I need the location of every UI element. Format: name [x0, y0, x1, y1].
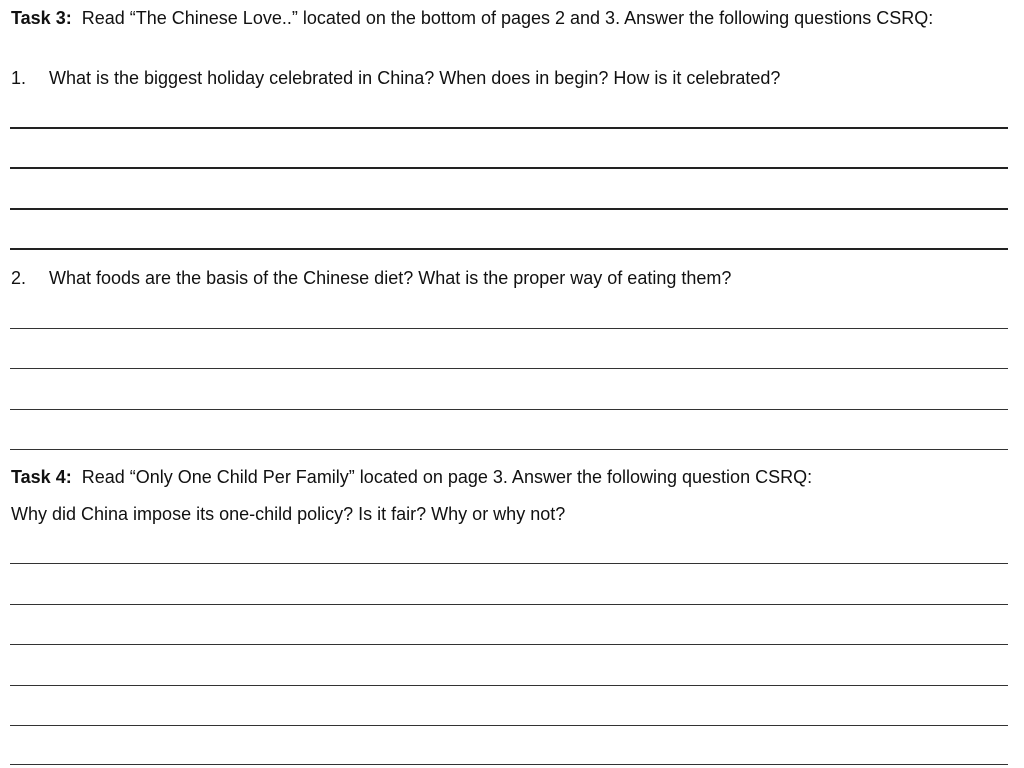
answer-line-t4-3[interactable] [10, 644, 1008, 645]
answer-line-t4-6[interactable] [10, 764, 1008, 765]
answer-line-q2-2[interactable] [10, 368, 1008, 369]
question-1-number: 1. [11, 68, 27, 88]
task4-instructions [11, 466, 1008, 488]
answer-line-q1-1[interactable] [10, 127, 1008, 129]
answer-line-t4-1[interactable] [10, 563, 1008, 564]
task4-text: Read “Only One Child Per Family” located on page 3. Answer the following question CSRQ: [81, 467, 813, 487]
answer-line-q1-2[interactable] [10, 167, 1008, 169]
question-2-text: What foods are the basis of the Chinese diet? What is the proper way of eating them? [49, 268, 732, 288]
answer-line-q2-1[interactable] [10, 328, 1008, 329]
task4-label: Task 4: [11, 467, 72, 487]
answer-line-q2-3[interactable] [10, 409, 1008, 410]
question-2 [11, 267, 1008, 289]
task4-question [11, 503, 1008, 525]
answer-line-t4-2[interactable] [10, 604, 1008, 605]
task3-text: Read “The Chinese Love..” located on the bottom of pages 2 and 3. Answer the following questions CSRQ: [81, 8, 934, 28]
task4-question-text: Why did China impose its one-child policy? Is it fair? Why or why not? [11, 504, 566, 524]
task3-instructions [11, 7, 1008, 29]
answer-line-q1-3[interactable] [10, 208, 1008, 210]
question-1 [11, 67, 1008, 89]
question-2-number: 2. [11, 268, 27, 288]
task3-label: Task 3: [11, 8, 72, 28]
answer-line-q1-4[interactable] [10, 248, 1008, 250]
answer-line-t4-4[interactable] [10, 685, 1008, 686]
answer-line-t4-5[interactable] [10, 725, 1008, 726]
question-1-text: What is the biggest holiday celebrated in China? When does in begin? How is it celebrated? [49, 68, 781, 88]
answer-line-q2-4[interactable] [10, 449, 1008, 450]
